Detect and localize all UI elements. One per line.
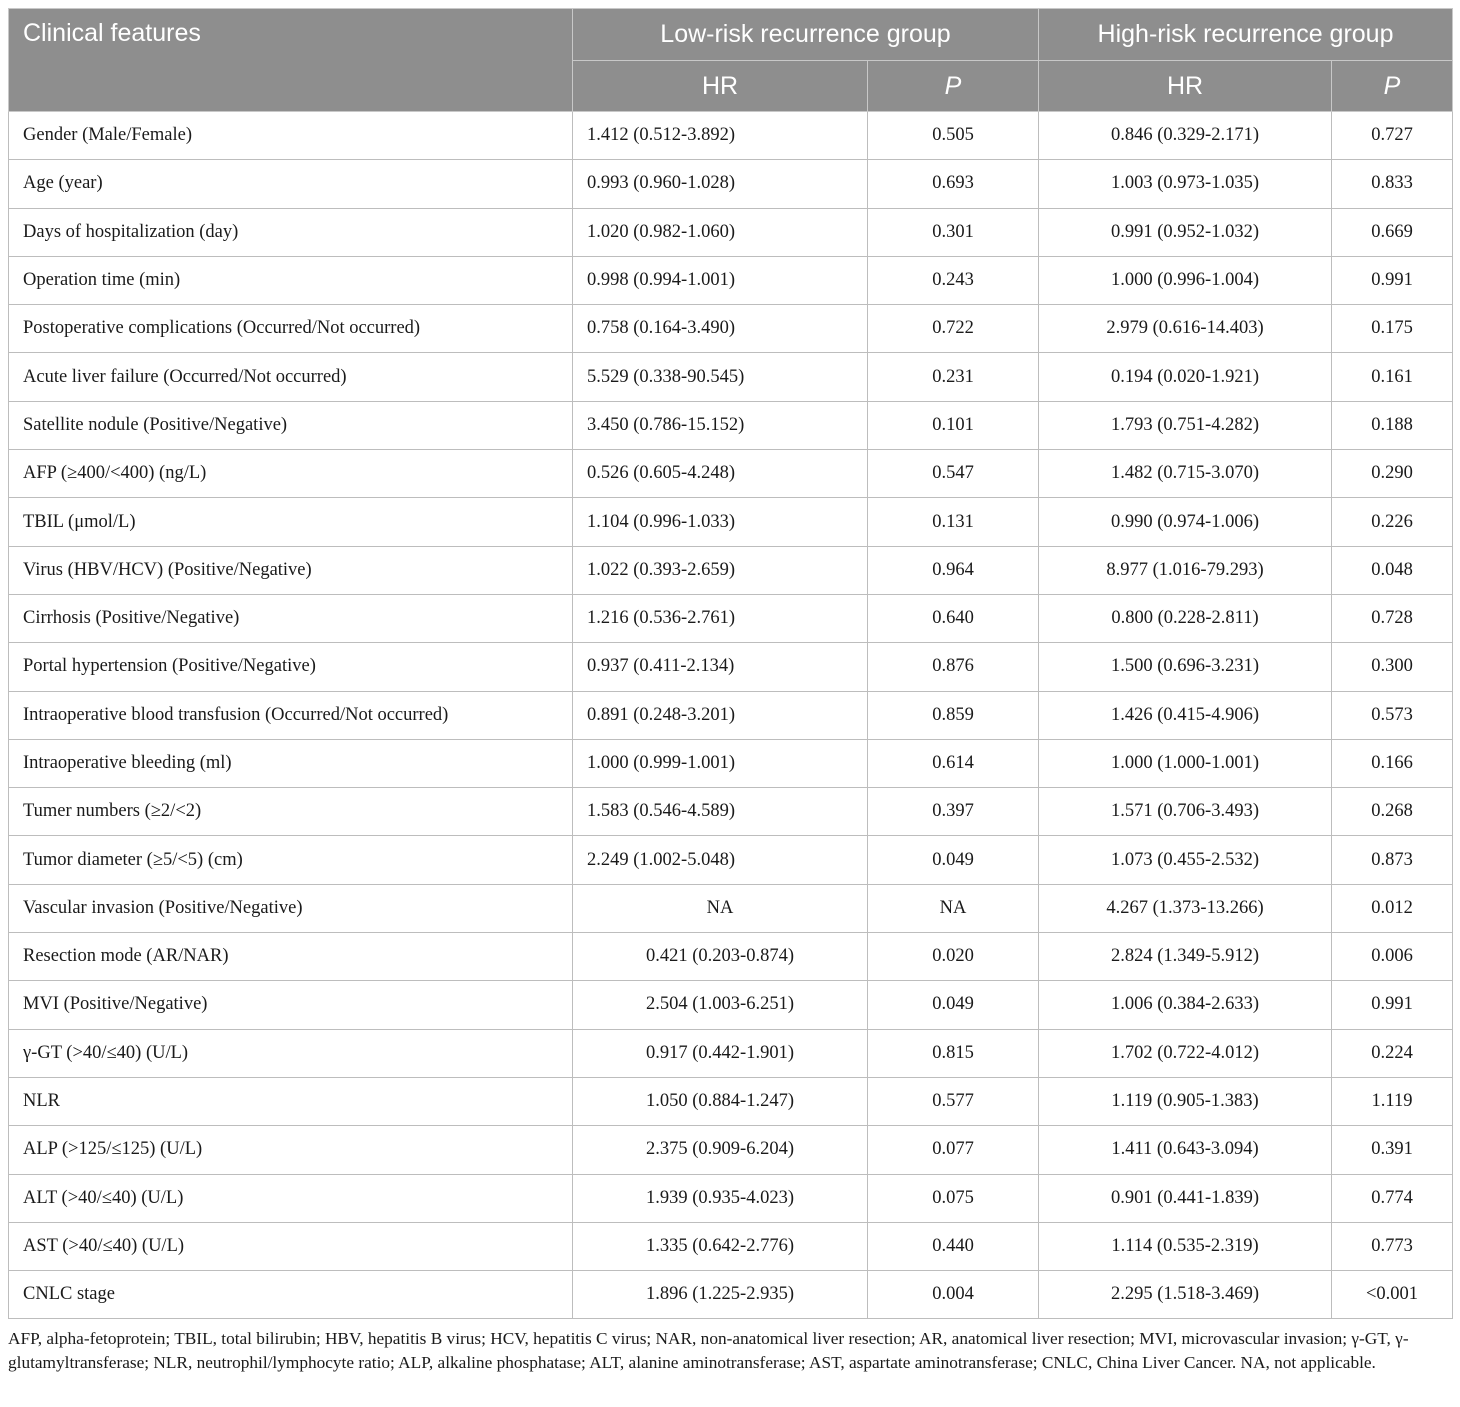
cell-high-p: 0.391 [1332, 1126, 1453, 1174]
cell-low-p: 0.815 [868, 1029, 1039, 1077]
cell-low-p: 0.505 [868, 112, 1039, 160]
cell-high-hr: 1.426 (0.415-4.906) [1039, 691, 1332, 739]
header-high-p: P [1332, 61, 1453, 112]
cell-feature: Postoperative complications (Occurred/Not occurred) [9, 305, 573, 353]
cell-high-hr: 1.500 (0.696-3.231) [1039, 643, 1332, 691]
cell-high-p: 0.573 [1332, 691, 1453, 739]
cell-low-hr: 1.335 (0.642-2.776) [573, 1222, 868, 1270]
table-row [9, 401, 1453, 449]
table-row [9, 450, 1453, 498]
cell-high-hr: 1.003 (0.973-1.035) [1039, 160, 1332, 208]
cell-high-hr: 1.000 (1.000-1.001) [1039, 739, 1332, 787]
cell-high-p: 0.048 [1332, 546, 1453, 594]
table-row [9, 981, 1453, 1029]
cell-feature: Tumor diameter (≥5/<5) (cm) [9, 836, 573, 884]
cell-low-p: 0.876 [868, 643, 1039, 691]
cell-feature: Days of hospitalization (day) [9, 208, 573, 256]
cell-low-hr: 5.529 (0.338-90.545) [573, 353, 868, 401]
cell-low-hr: 0.917 (0.442-1.901) [573, 1029, 868, 1077]
cell-high-hr: 1.073 (0.455-2.532) [1039, 836, 1332, 884]
cell-low-p: 0.440 [868, 1222, 1039, 1270]
cell-low-hr: 1.022 (0.393-2.659) [573, 546, 868, 594]
cell-feature: Satellite nodule (Positive/Negative) [9, 401, 573, 449]
cell-low-hr: 1.412 (0.512-3.892) [573, 112, 868, 160]
table-row [9, 836, 1453, 884]
cell-low-hr: 0.891 (0.248-3.201) [573, 691, 868, 739]
cell-feature: Intraoperative bleeding (ml) [9, 739, 573, 787]
cell-low-hr: 1.104 (0.996-1.033) [573, 498, 868, 546]
cell-high-p: 0.773 [1332, 1222, 1453, 1270]
cell-low-hr: 1.000 (0.999-1.001) [573, 739, 868, 787]
cell-low-p: 0.101 [868, 401, 1039, 449]
cell-high-hr: 1.119 (0.905-1.383) [1039, 1077, 1332, 1125]
table-container [8, 8, 1452, 1319]
cell-low-hr: 2.249 (1.002-5.048) [573, 836, 868, 884]
cell-high-hr: 0.194 (0.020-1.921) [1039, 353, 1332, 401]
header-low-hr: HR [573, 61, 868, 112]
cell-low-hr: 2.375 (0.909-6.204) [573, 1126, 868, 1174]
table-row [9, 643, 1453, 691]
cell-high-hr: 4.267 (1.373-13.266) [1039, 884, 1332, 932]
cell-low-p: 0.243 [868, 256, 1039, 304]
cell-low-p: 0.640 [868, 594, 1039, 642]
cell-low-hr: 0.421 (0.203-0.874) [573, 933, 868, 981]
cell-high-hr: 0.846 (0.329-2.171) [1039, 112, 1332, 160]
cell-low-p: NA [868, 884, 1039, 932]
cell-high-hr: 0.990 (0.974-1.006) [1039, 498, 1332, 546]
cell-low-p: 0.547 [868, 450, 1039, 498]
table-row [9, 788, 1453, 836]
table-row [9, 739, 1453, 787]
cell-low-p: 0.049 [868, 981, 1039, 1029]
cell-low-p: 0.004 [868, 1271, 1039, 1319]
cell-high-p: 0.012 [1332, 884, 1453, 932]
header-high-risk-group: High-risk recurrence group [1039, 9, 1453, 61]
cell-high-p: 0.873 [1332, 836, 1453, 884]
cell-low-hr: 1.020 (0.982-1.060) [573, 208, 868, 256]
cell-low-hr: 0.993 (0.960-1.028) [573, 160, 868, 208]
cell-feature: AFP (≥400/<400) (ng/L) [9, 450, 573, 498]
cell-high-p: 0.188 [1332, 401, 1453, 449]
table-footnote: AFP, alpha-fetoprotein; TBIL, total bilirubin; HBV, hepatitis B virus; HCV, hepatitis C virus; NAR, non-anatomical liver resection; AR, anatomical liver resection; MVI, microvascular invasion; γ-GT, γ-glutamyltransferase; NLR, neutrophil/lymphocyte ratio; ALP, alkaline phosphatase; ALT, alanine aminotransferase; AST, aspartate aminotransferase; CNLC, China Liver Cancer. NA, not applicable. [8, 1329, 1409, 1372]
cell-feature: Resection mode (AR/NAR) [9, 933, 573, 981]
cell-feature: ALT (>40/≤40) (U/L) [9, 1174, 573, 1222]
cell-low-hr: 0.526 (0.605-4.248) [573, 450, 868, 498]
cell-low-hr: 0.758 (0.164-3.490) [573, 305, 868, 353]
table-row [9, 1077, 1453, 1125]
cell-high-p: 0.166 [1332, 739, 1453, 787]
cell-high-p: 0.669 [1332, 208, 1453, 256]
cell-high-p: 0.175 [1332, 305, 1453, 353]
cell-high-hr: 8.977 (1.016-79.293) [1039, 546, 1332, 594]
table-row [9, 1222, 1453, 1270]
header-row-groups [9, 9, 1453, 61]
table-row [9, 1029, 1453, 1077]
cell-feature: MVI (Positive/Negative) [9, 981, 573, 1029]
table-body [9, 112, 1453, 1319]
cell-low-hr: 2.504 (1.003-6.251) [573, 981, 868, 1029]
cell-high-p: 0.833 [1332, 160, 1453, 208]
cell-high-p: 0.268 [1332, 788, 1453, 836]
cell-feature: Gender (Male/Female) [9, 112, 573, 160]
cell-high-p: 0.727 [1332, 112, 1453, 160]
cell-high-hr: 1.114 (0.535-2.319) [1039, 1222, 1332, 1270]
cell-low-p: 0.722 [868, 305, 1039, 353]
cell-high-hr: 1.702 (0.722-4.012) [1039, 1029, 1332, 1077]
cell-low-hr: 3.450 (0.786-15.152) [573, 401, 868, 449]
cell-low-hr: 0.937 (0.411-2.134) [573, 643, 868, 691]
cell-low-hr: 0.998 (0.994-1.001) [573, 256, 868, 304]
cell-feature: Cirrhosis (Positive/Negative) [9, 594, 573, 642]
cell-high-p: 1.119 [1332, 1077, 1453, 1125]
table-row [9, 160, 1453, 208]
header-low-risk-group: Low-risk recurrence group [573, 9, 1039, 61]
cell-low-p: 0.077 [868, 1126, 1039, 1174]
table-row [9, 1174, 1453, 1222]
cell-high-p: <0.001 [1332, 1271, 1453, 1319]
table-row [9, 1126, 1453, 1174]
cell-high-p: 0.300 [1332, 643, 1453, 691]
cell-high-p: 0.226 [1332, 498, 1453, 546]
table-row [9, 353, 1453, 401]
cell-high-p: 0.991 [1332, 981, 1453, 1029]
table-row [9, 498, 1453, 546]
table-row [9, 933, 1453, 981]
cell-feature: Acute liver failure (Occurred/Not occurred) [9, 353, 573, 401]
cell-high-hr: 1.000 (0.996-1.004) [1039, 256, 1332, 304]
cell-high-hr: 0.901 (0.441-1.839) [1039, 1174, 1332, 1222]
table-row [9, 1271, 1453, 1319]
table-row [9, 546, 1453, 594]
cell-feature: TBIL (μmol/L) [9, 498, 573, 546]
cell-low-hr: 1.216 (0.536-2.761) [573, 594, 868, 642]
cell-high-hr: 2.979 (0.616-14.403) [1039, 305, 1332, 353]
cell-high-hr: 0.800 (0.228-2.811) [1039, 594, 1332, 642]
cell-low-p: 0.614 [868, 739, 1039, 787]
cell-high-p: 0.006 [1332, 933, 1453, 981]
cell-high-hr: 2.824 (1.349-5.912) [1039, 933, 1332, 981]
cell-feature: Tumer numbers (≥2/<2) [9, 788, 573, 836]
cell-low-p: 0.964 [868, 546, 1039, 594]
cell-feature: Intraoperative blood transfusion (Occurred/Not occurred) [9, 691, 573, 739]
table-row [9, 691, 1453, 739]
cell-high-p: 0.991 [1332, 256, 1453, 304]
cell-low-p: 0.693 [868, 160, 1039, 208]
header-clinical-features: Clinical features [9, 9, 573, 112]
cell-feature: AST (>40/≤40) (U/L) [9, 1222, 573, 1270]
cell-low-p: 0.049 [868, 836, 1039, 884]
table-row [9, 256, 1453, 304]
cell-high-p: 0.728 [1332, 594, 1453, 642]
header-low-p: P [868, 61, 1039, 112]
cell-low-p: 0.075 [868, 1174, 1039, 1222]
cell-feature: γ-GT (>40/≤40) (U/L) [9, 1029, 573, 1077]
cell-high-p: 0.161 [1332, 353, 1453, 401]
cell-feature: CNLC stage [9, 1271, 573, 1319]
cell-low-hr: 1.896 (1.225-2.935) [573, 1271, 868, 1319]
cell-high-p: 0.290 [1332, 450, 1453, 498]
table-header [9, 9, 1453, 112]
cell-high-hr: 0.991 (0.952-1.032) [1039, 208, 1332, 256]
cell-feature: NLR [9, 1077, 573, 1125]
cell-high-hr: 1.006 (0.384-2.633) [1039, 981, 1332, 1029]
cell-feature: Virus (HBV/HCV) (Positive/Negative) [9, 546, 573, 594]
cell-low-p: 0.020 [868, 933, 1039, 981]
cell-low-p: 0.397 [868, 788, 1039, 836]
cell-high-hr: 1.793 (0.751-4.282) [1039, 401, 1332, 449]
header-high-hr: HR [1039, 61, 1332, 112]
cell-high-hr: 1.571 (0.706-3.493) [1039, 788, 1332, 836]
cell-low-hr: 1.050 (0.884-1.247) [573, 1077, 868, 1125]
table-row [9, 594, 1453, 642]
cell-feature: Operation time (min) [9, 256, 573, 304]
table-row [9, 305, 1453, 353]
cell-feature: Portal hypertension (Positive/Negative) [9, 643, 573, 691]
hazard-ratio-table [8, 8, 1453, 1319]
cell-low-hr: 1.583 (0.546-4.589) [573, 788, 868, 836]
cell-high-hr: 1.411 (0.643-3.094) [1039, 1126, 1332, 1174]
cell-high-hr: 2.295 (1.518-3.469) [1039, 1271, 1332, 1319]
cell-low-hr: 1.939 (0.935-4.023) [573, 1174, 868, 1222]
cell-low-hr: NA [573, 884, 868, 932]
cell-feature: Vascular invasion (Positive/Negative) [9, 884, 573, 932]
cell-low-p: 0.859 [868, 691, 1039, 739]
cell-low-p: 0.231 [868, 353, 1039, 401]
cell-high-p: 0.774 [1332, 1174, 1453, 1222]
cell-feature: Age (year) [9, 160, 573, 208]
cell-feature: ALP (>125/≤125) (U/L) [9, 1126, 573, 1174]
cell-low-p: 0.131 [868, 498, 1039, 546]
cell-low-p: 0.577 [868, 1077, 1039, 1125]
cell-low-p: 0.301 [868, 208, 1039, 256]
table-row [9, 112, 1453, 160]
table-row [9, 208, 1453, 256]
cell-high-hr: 1.482 (0.715-3.070) [1039, 450, 1332, 498]
cell-high-p: 0.224 [1332, 1029, 1453, 1077]
table-row [9, 884, 1453, 932]
